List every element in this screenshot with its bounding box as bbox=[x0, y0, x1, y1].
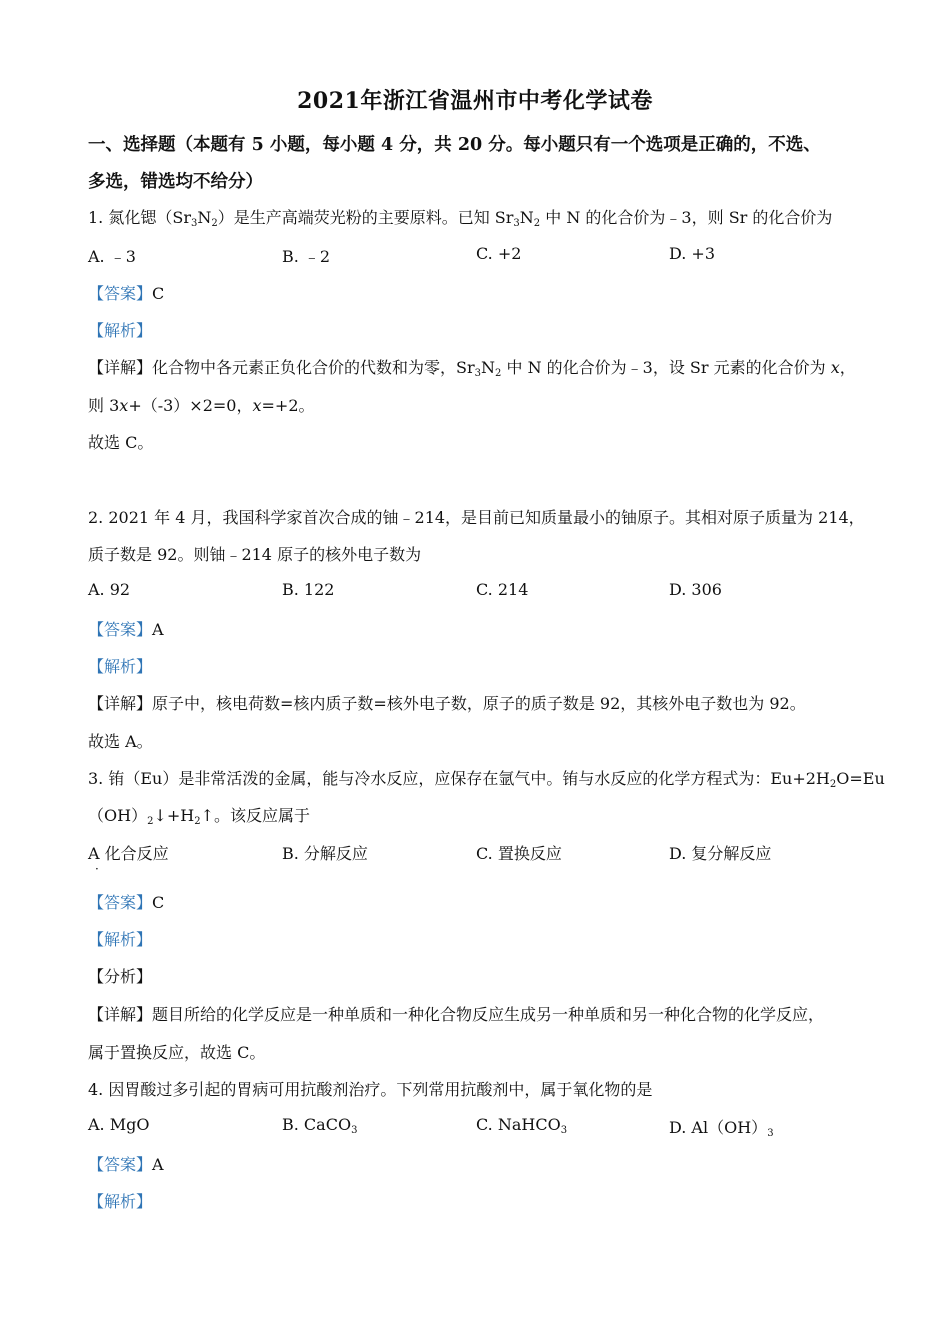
q4-stem: 4. 因胃酸过多引起的胃病可用抗酸剂治疗。下列常用抗酸剂中，属于氧化物的是 bbox=[88, 1080, 653, 1099]
q1-option-d: D. +3 bbox=[669, 244, 716, 263]
q3-option-b: B. 分解反应 bbox=[282, 844, 368, 863]
q1-option-a: A. ﹣3 bbox=[88, 247, 136, 266]
q3-answer: 【答案】C bbox=[88, 893, 165, 912]
q3-option-c: C. 置换反应 bbox=[476, 844, 562, 863]
q1-answer: 【答案】C bbox=[88, 284, 165, 303]
page-title: 2021年浙江省温州市中考化学试卷 bbox=[297, 88, 653, 114]
q2-option-c: C. 214 bbox=[476, 580, 529, 599]
q1-analysis-tag: 【解析】 bbox=[88, 321, 153, 340]
q1-conclusion: 故选 C。 bbox=[88, 433, 154, 452]
q1-option-c: C. +2 bbox=[476, 244, 522, 263]
q1-stem: 1. 氮化锶$(Sr_3N_2)$是生产高端荧光粉的主要原料。已知 $Sr_3N_2$ 中 N 的化合价为﹣3，则 Sr 的化合价为 bbox=[88, 208, 833, 229]
q2-option-a: A. 92 bbox=[88, 580, 131, 599]
q2-option-b: B. 122 bbox=[282, 580, 335, 599]
q2-option-d: D. 306 bbox=[669, 580, 722, 599]
q4-answer: 【答案】A bbox=[88, 1155, 164, 1174]
q4-analysis-tag: 【解析】 bbox=[88, 1192, 153, 1211]
q1-detail: 【详解】化合物中各元素正负化合价的代数和为零，$Sr_3N_2$ 中 N 的化合价为﹣3，设 Sr 元素的化合价为 x， bbox=[88, 358, 856, 379]
q2-stem-line1: 2. 2021 年 4 月，我国科学家首次合成的铀﹣214，是目前已知质量最小的铀原子。其相对原子质量为 214， bbox=[88, 508, 865, 527]
q2-analysis-tag: 【解析】 bbox=[88, 657, 153, 676]
q1-calculation: 则 3x+（-3）×2=0，x=+2。 bbox=[88, 396, 315, 415]
q2-answer: 【答案】A bbox=[88, 620, 164, 639]
q1-option-b: B. ﹣2 bbox=[282, 247, 331, 266]
q2-detail: 【详解】原子中，核电荷数=核内质子数=核外电子数，原子的质子数是 92，其核外电子数也为 92。 bbox=[88, 694, 806, 713]
q3-option-d: D. 复分解反应 bbox=[669, 844, 772, 863]
section-heading-line2: 多选，错选均不给分） bbox=[88, 172, 263, 192]
q3-stem-line2: $(OH)_2↓+H_2↑$。该反应属于 bbox=[88, 806, 311, 827]
q4-option-c: C. NaHCO$_3$ bbox=[476, 1115, 568, 1136]
q3-detail-line2: 属于置换反应，故选 C。 bbox=[88, 1043, 266, 1062]
q2-conclusion: 故选 A。 bbox=[88, 732, 153, 751]
section-heading-line1: 一、选择题（本题有 5 小题，每小题 4 分，共 20 分。每小题只有一个选项是正确的，不选、 bbox=[88, 135, 821, 155]
q4-option-b: B. CaCO$_3$ bbox=[282, 1115, 358, 1136]
q3-fenxi-tag: 【分析】 bbox=[88, 967, 153, 986]
q3-option-a: A 化合反应 bbox=[88, 844, 169, 863]
q3-stray-dot: · bbox=[95, 862, 99, 876]
q4-option-d: D. $Al(OH)_3$ bbox=[669, 1118, 774, 1139]
q3-stem-line1: 3. 铕（Eu）是非常活泼的金属，能与冷水反应，应保存在氩气中。铕与水反应的化学方程式为：$Eu+2H_2O=Eu$ bbox=[88, 769, 885, 790]
q3-detail-line1: 【详解】题目所给的化学反应是一种单质和一种化合物反应生成另一种单质和另一种化合物的化学反应， bbox=[88, 1005, 825, 1024]
q2-stem-line2: 质子数是 92。则铀﹣214 原子的核外电子数为 bbox=[88, 545, 422, 564]
q3-analysis-tag: 【解析】 bbox=[88, 930, 153, 949]
q4-option-a: A. MgO bbox=[88, 1115, 150, 1134]
